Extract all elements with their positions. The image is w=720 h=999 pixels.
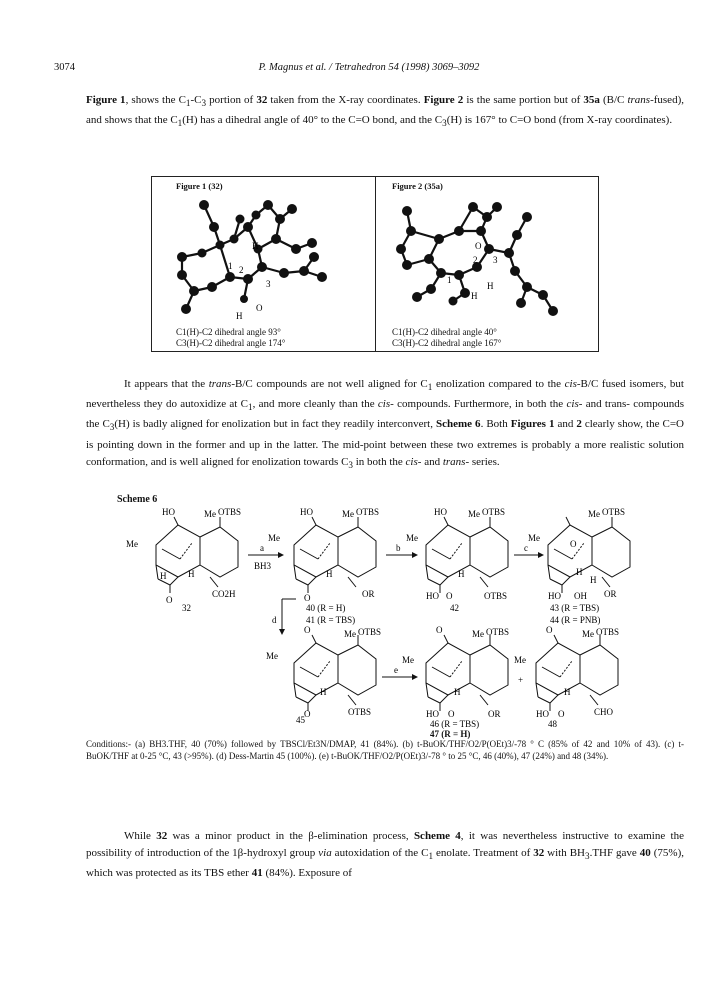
svg-text:HO: HO [536,709,549,719]
atom-label: H [236,311,243,321]
svg-text:HO: HO [162,507,175,517]
svg-text:Me: Me [528,533,540,543]
svg-text:OTBS: OTBS [596,627,620,637]
svg-text:CO2H: CO2H [212,589,236,599]
arrow-step-d [272,599,296,635]
svg-text:OTBS: OTBS [486,627,510,637]
svg-text:HO: HO [426,709,439,719]
running-head: P. Magnus et al. / Tetrahedron 54 (1998) 3069–3092 [258,62,480,73]
svg-text:OTBS: OTBS [482,507,506,517]
svg-text:Me: Me [402,655,414,665]
compound-32 [126,507,241,613]
figure-2-molecule [377,191,599,329]
paragraph-autoxidation: While 32 was a minor product in the β-elimination process, Scheme 4, it was nevertheless instructive to examine the possibility of introduction of the 1β-hydroxyl group via autoxidation of the $C_1$ enolate. Treatment of 32 with $BH_3.THF$ gave 40 (75%), which was protected as its TBS ether 41 (84%). Exposure of [86,830,684,880]
svg-text:Me: Me [268,533,280,543]
atom-label: H [487,281,494,291]
paragraph-enolization: It appears that the trans-B/C compounds are not well aligned for $C_1$ enolization compared to the cis-B/C fused isomers, but nevertheless they do autoxidize at $C_1$, and more cleanly than the cis- compounds. Furthermore, in both the cis- and trans- compounds the $C_3(H)$ is badly aligned for enolization but in fact they readily interconvert, Scheme 6. Both Figures 1 and 2 clearly show, the C=O is pointing down in the former and up in the latter. The mid-point between these two extremes is probably a more realistic solution conformation, and is well aligned for enolization towards $C_3$ in both the cis- and trans- series. [86,378,685,470]
paragraph-figure-intro: Figure 1, shows the $C_1-C_3$ portion of 32 taken from the X-ray coordinates. Figure 2 is the same portion but of 35a (B/C trans-fused), and shows that the $C_1(H)$ has a dihedral angle of 40° to the C=O bond, and the $C_3(H)$ is 167° to C=O bond (from X-ray coordinates). [86,94,684,129]
svg-text:e: e [394,665,398,675]
svg-text:43 (R = TBS): 43 (R = TBS) [550,603,600,613]
svg-text:OTBS: OTBS [602,507,626,517]
xray-figure-box [151,176,599,352]
svg-text:Me: Me [582,629,594,639]
svg-text:OTBS: OTBS [358,627,382,637]
svg-text:H: H [160,571,167,581]
svg-text:O: O [166,595,173,605]
svg-text:O: O [558,709,565,719]
atom-number: 1 [228,261,233,271]
atom-number: 1 [447,275,452,285]
arrow-step-e [382,665,418,680]
figure-divider [375,177,376,351]
svg-text:CHO: CHO [594,707,614,717]
svg-text:O: O [546,625,553,635]
svg-text:OR: OR [488,709,501,719]
atom-label: H [252,241,259,251]
svg-text:O: O [446,591,453,601]
svg-text:O: O [304,709,311,719]
atom-number: 2 [239,265,244,275]
plus-sign: + [518,675,524,685]
figure-1-angles: C1(H)-C2 dihedral angle 93° C3(H)-C2 dihedral angle 174° [176,327,286,348]
svg-text:OTBS: OTBS [484,591,508,601]
scheme-conditions: Conditions:- (a) BH3.THF, 40 (70%) followed by TBSCl/Et3N/DMAP, 41 (84%). (b) t-BuOK/THF/O2/P(OEt)3/-78 ° C (85% of 42 and 10% of 43). (c) t-BuOK/THF at 0-25 °C, 43 (>95%). (d) Dess-Martin 45 (100%). (e) t-BuOK/THF/O2/P(OEt)3/-78 ° to 25 °C, 46 (40%), 47 (24%) and 48 (34%). [86,739,684,761]
svg-text:H: H [320,687,327,697]
svg-text:H: H [326,569,333,579]
svg-text:OTBS: OTBS [348,707,372,717]
svg-text:a: a [260,543,264,553]
arrow-step-b [386,543,418,558]
atom-number: 3 [266,279,271,289]
atom-number: 2 [473,255,478,265]
svg-text:46 (R = TBS): 46 (R = TBS) [430,719,480,729]
atom-label: O [256,303,263,313]
page-number: 3074 [54,62,75,73]
svg-text:H: H [454,687,461,697]
svg-text:OTBS: OTBS [356,507,380,517]
svg-text:HO: HO [434,507,447,517]
figure-2-label: Figure 2 (35a) [392,181,443,191]
compound-40-41 [268,507,379,625]
atom-label: O [475,241,482,251]
svg-text:40 (R = H): 40 (R = H) [306,603,346,613]
svg-text:O: O [448,709,455,719]
arrow-step-c [514,543,544,558]
svg-text:O: O [570,539,577,549]
svg-text:Me: Me [266,651,278,661]
compound-48 [514,625,619,729]
atom-label: H [471,291,478,301]
svg-text:Me: Me [588,509,600,519]
svg-text:41 (R = TBS): 41 (R = TBS) [306,615,356,625]
compound-46-47 [402,625,509,729]
svg-text:O: O [304,625,311,635]
figure-1-label: Figure 1 (32) [176,181,223,191]
compound-48-label: 48 [548,719,557,729]
arrow-step-a [248,543,284,571]
figure-1-molecule [152,191,374,329]
atom-number: 3 [493,255,498,265]
svg-text:Me: Me [468,509,480,519]
svg-text:c: c [524,543,528,553]
svg-text:OTBS: OTBS [218,507,242,517]
svg-text:OH: OH [574,591,587,601]
svg-text:Me: Me [342,509,354,519]
svg-text:O: O [436,625,443,635]
svg-text:d: d [272,615,277,625]
svg-text:H: H [458,569,465,579]
compound-45-label: 45 [296,715,305,725]
svg-text:HO: HO [300,507,313,517]
compound-43-44 [528,507,630,625]
compound-45 [266,625,381,725]
svg-text:Me: Me [472,629,484,639]
svg-text:Me: Me [514,655,526,665]
figure-2-angles: C1(H)-C2 dihedral angle 40° C3(H)-C2 dihedral angle 167° [392,327,502,348]
svg-text:OR: OR [604,589,617,599]
svg-text:HO: HO [426,591,439,601]
svg-text:Me: Me [204,509,216,519]
compound-42 [406,507,508,613]
svg-text:H: H [590,575,597,585]
svg-text:O: O [304,593,311,603]
svg-text:BH3: BH3 [254,561,272,571]
scheme-6-diagram [100,505,640,730]
svg-text:H: H [188,569,195,579]
compound-42-label: 42 [450,603,459,613]
svg-text:H: H [564,687,571,697]
svg-text:Me: Me [406,533,418,543]
scheme-title: Scheme 6 [117,494,158,505]
svg-text:Me: Me [344,629,356,639]
svg-text:HO: HO [548,591,561,601]
compound-47-label: 47 (R = H) [430,729,471,739]
svg-text:b: b [396,543,401,553]
svg-text:44 (R = PNB): 44 (R = PNB) [550,615,601,625]
svg-text:OR: OR [362,589,375,599]
page-header [54,62,684,78]
svg-text:Me: Me [126,539,138,549]
compound-32-label: 32 [182,603,191,613]
svg-text:H: H [576,567,583,577]
